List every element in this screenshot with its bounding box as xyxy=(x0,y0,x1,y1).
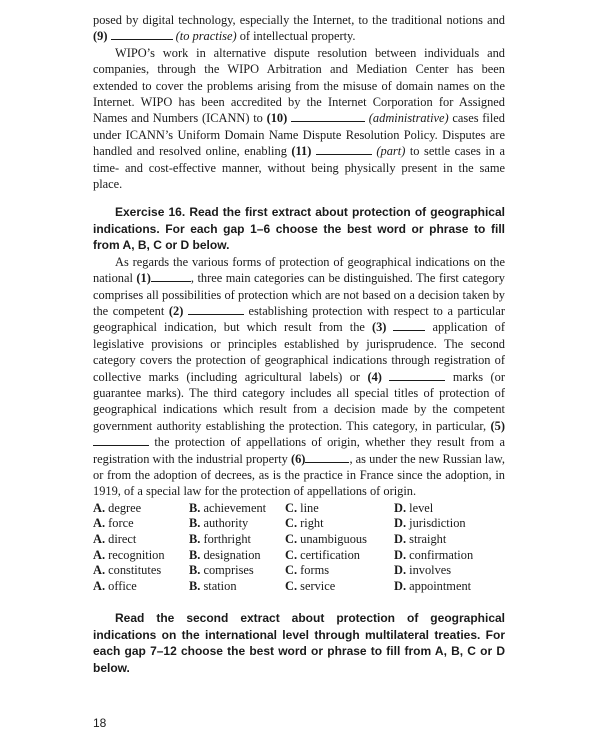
option-word: service xyxy=(297,578,336,593)
option-word: forms xyxy=(297,563,330,578)
gap-1-blank[interactable] xyxy=(151,270,191,282)
option-b[interactable] xyxy=(189,563,285,579)
option-b[interactable] xyxy=(189,501,285,517)
option-b[interactable] xyxy=(189,516,285,532)
option-d[interactable] xyxy=(394,563,473,579)
option-word: station xyxy=(200,578,237,593)
option-c[interactable] xyxy=(285,563,394,579)
answer-option-row xyxy=(93,516,473,532)
wipo-text-3: to settle cases in a time- and cost-effective manner, without being physically present in the same place. xyxy=(93,144,505,192)
option-c[interactable] xyxy=(285,532,394,548)
option-word: jurisdiction xyxy=(406,516,466,531)
option-word: forthright xyxy=(200,531,251,546)
intro-line-1: posed by digital technology, especially the Internet, to the traditional notions xyxy=(93,13,483,27)
answer-option-row xyxy=(93,548,473,564)
option-a[interactable] xyxy=(93,501,189,517)
option-d[interactable] xyxy=(394,501,473,517)
option-letter: A. xyxy=(93,578,106,593)
option-letter: B. xyxy=(189,531,201,546)
page-content xyxy=(93,12,505,676)
gap-10-blank[interactable] xyxy=(291,110,365,122)
option-word: certification xyxy=(297,547,360,562)
page-number: 18 xyxy=(93,716,107,730)
option-letter: C. xyxy=(285,547,298,562)
option-c[interactable] xyxy=(285,548,394,564)
intro-paragraph xyxy=(93,12,505,45)
option-c[interactable] xyxy=(285,516,394,532)
option-d[interactable] xyxy=(394,579,473,595)
option-word: line xyxy=(297,500,319,515)
intro-text-end: of intellectual property. xyxy=(236,29,356,44)
option-a[interactable] xyxy=(93,548,189,564)
option-a[interactable] xyxy=(93,579,189,595)
gap-3-number: (3) xyxy=(371,320,387,335)
option-letter: C. xyxy=(285,531,298,546)
second-extract-heading: Read the second extract about protection of geographical indications on the international level through multilateral treaties. For each gap 7–12 choose the best word or phrase to fill from A, B, C or D below. xyxy=(93,611,505,675)
gap-5-blank[interactable] xyxy=(93,434,149,446)
option-letter: C. xyxy=(285,500,298,515)
gap-4-blank[interactable] xyxy=(389,369,445,381)
option-letter: C. xyxy=(285,563,298,578)
answer-option-row xyxy=(93,563,473,579)
option-d[interactable] xyxy=(394,516,473,532)
option-a[interactable] xyxy=(93,516,189,532)
option-word: constitutes xyxy=(105,563,162,578)
answer-option-row xyxy=(93,501,473,517)
option-letter: B. xyxy=(189,500,201,515)
gap-10-hint: (administrative) xyxy=(368,111,449,126)
option-letter: D. xyxy=(394,578,407,593)
option-word: level xyxy=(406,500,434,515)
option-word: unambiguous xyxy=(297,531,367,546)
wipo-paragraph xyxy=(93,45,505,193)
option-letter: A. xyxy=(93,531,106,546)
ex16-text-4: application of legislative provisions or principles established by jurisprudence. The second category covers the protection of geographical indications through registration of collective marks (including agricultural labels) or xyxy=(93,320,505,384)
ex16-text-1: As regards the various forms of protection of geographical indications on the national xyxy=(93,254,505,286)
gap-11-hint: (part) xyxy=(376,144,406,159)
answer-option-row xyxy=(93,579,473,595)
option-letter: D. xyxy=(394,547,407,562)
option-word: straight xyxy=(406,531,447,546)
option-word: involves xyxy=(406,563,452,578)
option-letter: B. xyxy=(189,563,201,578)
option-word: force xyxy=(105,516,134,531)
gap-9-hint: (to practise) xyxy=(175,29,237,44)
option-letter: D. xyxy=(394,500,407,515)
option-d[interactable] xyxy=(394,532,473,548)
gap-1-number: (1) xyxy=(136,271,151,286)
wipo-text-2: cases filed under ICANN’s Uniform Domain Name Dispute Resolution Policy. Disputes are handled and resolved online, enabling xyxy=(93,111,505,159)
gap-11-blank[interactable] xyxy=(316,143,372,155)
ex16-text-5: marks (or guarantee marks). The third category includes all special titles of protection of geographical indications which result from a decision made by the competent government authority establishing the protection. This category, in particular, xyxy=(93,369,505,433)
option-d[interactable] xyxy=(394,548,473,564)
option-letter: B. xyxy=(189,547,201,562)
option-b[interactable] xyxy=(189,579,285,595)
gap-9-number: (9) xyxy=(93,29,108,44)
option-word: right xyxy=(297,516,324,531)
option-word: appointment xyxy=(406,578,472,593)
option-word: comprises xyxy=(200,563,254,578)
gap-4-number: (4) xyxy=(367,369,382,384)
option-letter: D. xyxy=(394,563,407,578)
gap-3-blank[interactable] xyxy=(393,319,425,331)
option-b[interactable] xyxy=(189,548,285,564)
option-word: designation xyxy=(200,547,261,562)
gap-2-blank[interactable] xyxy=(188,303,244,315)
option-c[interactable] xyxy=(285,501,394,517)
gap-6-number: (6) xyxy=(290,451,306,466)
wipo-text-1: WIPO’s work in alternative dispute resolution between individuals and companies, through the WIPO Arbitration and Mediation Center has been extended to cover the problems arising from the misuse of domain names on the Internet. WIPO has been accredited by the Internet Corporation for Assigned Names and Numbers (ICANN) to xyxy=(93,45,505,126)
option-a[interactable] xyxy=(93,563,189,579)
option-word: degree xyxy=(105,500,142,515)
answer-options-table xyxy=(93,501,473,595)
option-word: authority xyxy=(200,516,249,531)
option-a[interactable] xyxy=(93,532,189,548)
option-word: confirmation xyxy=(406,547,474,562)
option-letter: C. xyxy=(285,516,298,531)
option-letter: B. xyxy=(189,516,201,531)
option-letter: A. xyxy=(93,500,106,515)
option-word: office xyxy=(105,578,137,593)
exercise-16-paragraph xyxy=(93,254,505,500)
option-letter: D. xyxy=(394,516,407,531)
option-word: recognition xyxy=(105,547,165,562)
gap-9-blank[interactable] xyxy=(111,28,173,40)
option-letter: A. xyxy=(93,547,106,562)
gap-6-blank[interactable] xyxy=(305,451,349,463)
gap-10-number: (10) xyxy=(266,111,288,126)
option-c[interactable] xyxy=(285,579,394,595)
option-letter: A. xyxy=(93,516,106,531)
exercise-16-heading: Exercise 16. Read the first extract about protection of geographical indications. For each gap 1–6 choose the best word or phrase to fill from A, B, C or D below. xyxy=(93,205,505,253)
option-letter: C. xyxy=(285,578,298,593)
option-letter: D. xyxy=(394,531,407,546)
gap-5-number: (5) xyxy=(490,418,505,433)
answer-option-row xyxy=(93,532,473,548)
option-letter: B. xyxy=(189,578,201,593)
ex16-text-6: the protection of appellations of origin, whether they result from a registration with the industrial property xyxy=(93,435,505,466)
option-word: direct xyxy=(105,531,137,546)
option-letter: A. xyxy=(93,563,106,578)
gap-2-number: (2) xyxy=(168,303,184,318)
ex16-text-3: establishing protection with respect to a particular geographical indication, but which result from the xyxy=(93,303,505,335)
ex16-text-7: , as under the new Russian law, or from the adoption of decrees, as is the practice in France since the adoption, in 1919, of a special law for the protection of appellations of origin. xyxy=(93,451,505,499)
option-word: achievement xyxy=(200,500,267,515)
intro-text: and xyxy=(487,13,505,27)
gap-11-number: (11) xyxy=(291,144,312,159)
ex16-text-2: , three main categories can be distinguished. The first category comprises all possibilities of protection which are not based on a decision taken by the competent xyxy=(93,271,505,318)
option-b[interactable] xyxy=(189,532,285,548)
